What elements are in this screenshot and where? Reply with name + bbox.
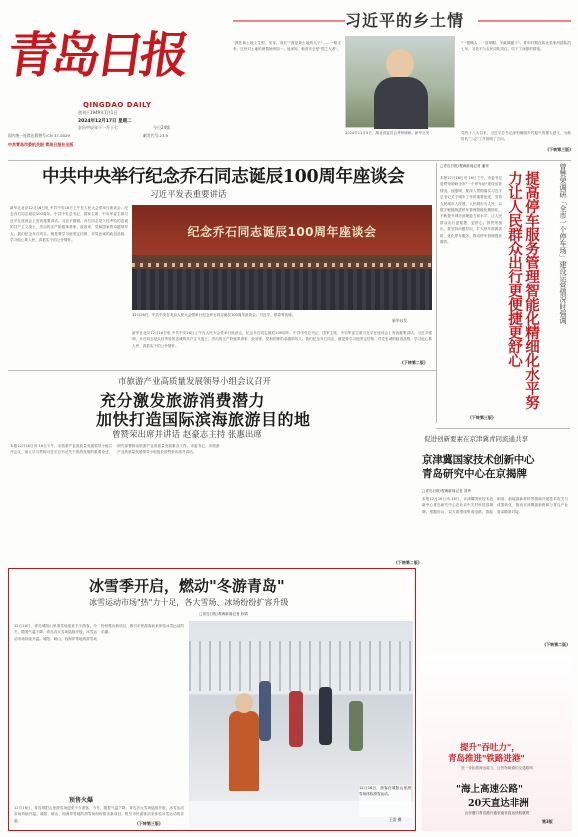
top-story-ornament-right [478,20,571,22]
masthead-pinyin: QINGDAO DAILY [83,101,152,109]
mid-body: 本报12月16日讯 16日下午，市旅游产业高质量发展领导小组召开会议，深入学习贯彻习近平总书记关于旅游发展的重要论述，研究部署推动旅游产业高质量发展重点工作。市委书记、市旅游产业高质量发展领导小组组长曾赞荣出席并讲话。 [10,444,220,455]
corner-line-2: 青岛推进"铁路进港" [448,754,525,764]
masthead-founded: 创刊于1949年7月1日 [78,110,118,115]
lead-body: 新华社北京12月16日电 中共中央16日上午在人民大会堂举行座谈会，纪念乔石同志诞辰100周年。中共中央总书记、国家主席、中央军委主席习近平在座谈会上发表重要讲话。习近平强调，乔石同志是久经考验的忠诚的共产主义战士、杰出的无产阶级革命家、政治家，党和国家的卓越领导人。我们纪念乔石同志，就是要学习他坚定信仰、对党忠诚的政治品格，学习他心系人民、真抓实干的公仆情怀。 [10,206,128,243]
corner-sub: 20天直达非洲 [468,798,529,809]
right-story-kicker: 曾赞荣调研「全市一个停车场」建设运营情况时强调 [559,163,567,324]
top-story-col1: "我在黄土地上生根、发芽、成长""我是黄土地的儿子"……一路走来，这份对土地的深情始终如一。他深知，粮食安全是"国之大者"。 [233,41,341,52]
top-story-photo-note: 2024年11月5日，湖北省委员会考察调研。新华社发 [345,131,430,135]
top-story-col3: 党的十八大以来，习近平总书记深刻阐明乡村振兴的重大意义，为新时代"三农"工作指明了方向。 [461,131,571,142]
masthead-logo: 青岛日报 [3,26,189,84]
corner-line-1: 提升"吞吐力"， [460,743,520,753]
lead-photo-banner: 纪念乔石同志诞辰100周年座谈会 [187,225,377,239]
lead-headline: 中共中央举行纪念乔石同志诞辰100周年座谈会 [42,167,405,187]
masthead-publisher: 中共青岛市委机关报 青岛日报社出版 [8,142,74,147]
top-story-ornament [233,20,345,22]
winter-photo-caption: 12月16日，游客在城阳山里滑雪场体验滑雪运动。 [359,785,411,817]
winter-preview-label: 预售火爆 [69,797,94,804]
mid-headline-1: 充分激发旅游消费潜力 [100,391,266,410]
divider-mid [8,370,436,371]
divider-top [8,160,571,161]
divider-right-col [436,163,437,423]
winter-byline: □青岛日报/观海新闻记者 孙婧 [199,612,248,616]
science-kicker: 促进创新要素在京津冀青同流通共享 [424,435,528,443]
lead-photo [132,205,432,310]
masthead-post-code: 邮发代号:23-9 [143,133,169,138]
mid-subhead: 曾赞荣出席并讲话 赵豪志主持 张惠出席 [112,430,262,440]
lead-continued[interactable]: (下转第二版) [402,360,426,365]
divider-right-low [436,428,570,429]
winter-subhead: 冰雪运动市场"热"力十足，各大雪场、冰场纷纷扩容升级 [89,598,289,607]
right-story [440,163,570,425]
lead-photo-caption: 12月16日，中共中央在北京人民大会堂举行纪念乔石同志诞辰100周年座谈会。习近平、蔡奇等出席。 [132,313,296,317]
winter-headline: 冰雪季开启，燃动"冬游青岛" [89,577,285,595]
top-story-portrait [345,36,455,128]
winter-story-box [8,568,416,831]
top-story-title: 习近平的乡土情 [345,11,465,30]
masthead-lunar: 农历甲辰年十一月十七 [78,125,118,130]
mid-kicker: 市旅游产业高质量发展领导小组会议召开 [118,377,272,387]
winter-body: 12月16日，青岛城阳山里滑雪场迎来不少游客。今冬，随着气温下降，青岛各大雪场陆续开板，冰雪运动市场持续升温。城阳、崂山、西海岸等地的滑雪场纷纷推出新项目，吸引市民游客前来体验冰雪运动的乐趣。 [14,624,184,641]
top-story-col2: "一根锄头、一顶草帽，半截裤腿子"。青年时期在陕北梁家河插队的七年，习近平与农民同吃同住，结下了深厚的情谊。 [461,41,571,52]
top-story-continued[interactable]: (下转第三版) [547,147,571,152]
masthead-date: 2024年12月17日 星期二 [78,119,132,124]
lead-subhead: 习近平发表重要讲话 [150,190,227,200]
science-story [420,430,570,652]
science-continued[interactable]: (下转第二版) [544,642,568,647]
winter-body-cont: 12月16日，青岛城阳山里滑雪场迎来不少游客。今冬，随着气温下降，青岛各大雪场陆续开板，冰雪运动市场持续升温。城阳、崂山、西海岸等地的滑雪场纷纷推出新项目，吸引市民游客前来体验冰雪运动的乐趣。 [14,806,184,823]
corner-small: 进一步拓展海运能力，让货物畅通的交通路网 [461,766,533,770]
right-story-byline: □青岛日报/观海新闻记者 潘荣 [440,164,489,168]
right-story-body: 本报12月16日讯 16日下午，市委书记曾赞荣调研全市"一个停车场"建设运营情况。他强调，要深入贯彻落实习近平总书记关于城市工作的重要论述，坚持人民城市人民建、人民城市为人民，以数字赋能推进停车管理智能化精细化，不断提升城市治理能力和水平，让人民群众出行更便捷、更舒心。曾赞荣指出，要坚持问题导向，扩大停车资源供给，优化停车服务，推动停车管理提质增效。 [440,176,502,245]
lead-photo-credit: 新华社发 [392,318,408,323]
science-body: 本报12月16日讯 16日，京津冀国家技术创新中心青岛研究中心在北京中关村科技园揭牌。根据协议，双方将围绕集成电路、智能制造、新能源新材料等领域开展技术攻关与成果转化，推动京津冀创新资源与青岛产业需求精准对接。 [422,497,568,514]
corner-page-ref[interactable]: 第3版 [542,819,553,824]
right-story-headline: 提高停车服务管理智能化精细化水平努力让人民群众出行更便捷更舒心 [506,171,540,409]
corner-foot: 山东港口青岛港开通至南非直达快航航班 [464,811,530,815]
mid-headline-2: 加快打造国际滨海旅游目的地 [96,410,311,429]
corner-teaser[interactable] [422,655,572,831]
top-story [233,6,571,158]
masthead-edition: 今日24版 [153,125,171,130]
mid-continued[interactable]: (下转第二版) [396,560,420,565]
winter-continued[interactable]: (下转第三版) [137,821,161,826]
science-byline: □青岛日报/观海新闻记者 刘秀 [422,489,471,493]
winter-photo-credit: 王雷 摄 [389,817,402,822]
corner-headline: "海上高速公路" [456,784,523,795]
right-story-continued[interactable]: (下转第三版) [470,415,494,420]
lead-body-cont: 新华社北京12月16日电 中共中央16日上午在人民大会堂举行座谈会，纪念乔石同志诞辰100周年。中共中央总书记、国家主席、中央军委主席习近平在座谈会上发表重要讲话。习近平强调，乔石同志是久经考验的忠诚的共产主义战士、杰出的无产阶级革命家、政治家，党和国家的卓越领导人。我们纪念乔石同志，就是要学习他坚定信仰、对党忠诚的政治品格，学习他心系人民、真抓实干的公仆情怀。 [132,331,432,348]
masthead [3,8,228,158]
science-headline-2: 青岛研究中心在京揭牌 [422,468,527,480]
masthead-cn-code: 国内统一连续出版物号:CN 37-0029 [8,133,70,138]
science-headline-1: 京津冀国家技术创新中心 [422,454,535,466]
